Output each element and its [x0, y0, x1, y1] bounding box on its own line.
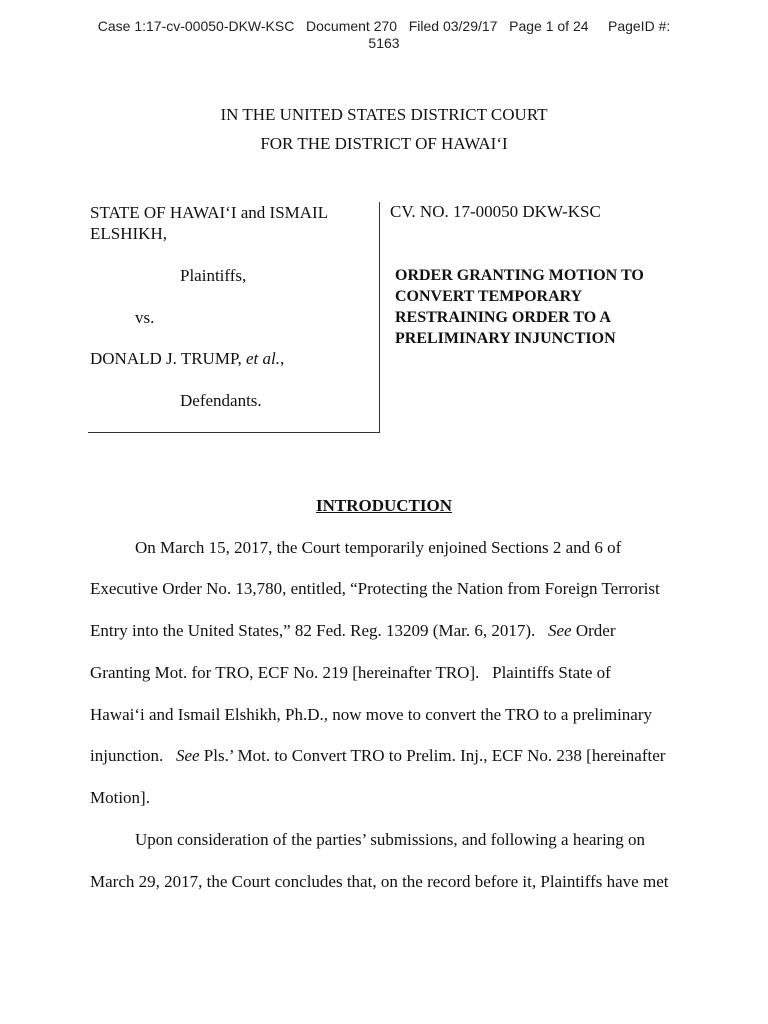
court-line-2: FOR THE DISTRICT OF HAWAI‘I — [260, 134, 508, 153]
body-line: Motion]. — [90, 788, 150, 807]
body-line: On March 15, 2017, the Court temporarily enjoined Sections 2 and 6 of — [135, 538, 622, 557]
caption-vertical-divider — [379, 202, 380, 433]
defendant-comma: , — [280, 349, 285, 368]
section-heading: INTRODUCTION — [315, 496, 453, 515]
plaintiffs-label: Plaintiffs, — [180, 266, 247, 285]
order-title-line: PRELIMINARY INJUNCTION — [395, 330, 616, 347]
body-text: injunction. — [90, 746, 176, 765]
court-name — [0, 100, 768, 158]
plaintiff-names: STATE OF HAWAI‘I and ISMAIL ELSHIKH, — [90, 203, 328, 243]
body-line: Upon consideration of the parties’ submissions, and following a hearing on — [135, 830, 646, 849]
page-header — [0, 18, 768, 52]
body-line: Granting Mot. for TRO, ECF No. 219 [hereinafter TRO]. Plaintiffs State of — [90, 663, 611, 682]
court-line-1: IN THE UNITED STATES DISTRICT COURT — [220, 105, 548, 124]
body-line: Hawai‘i and Ismail Elshikh, Ph.D., now move to convert the TRO to a preliminary — [90, 705, 652, 724]
header-case-line: Case 1:17-cv-00050-DKW-KSC Document 270 Filed 03/29/17 Page 1 of 24 PageID #: — [97, 18, 671, 34]
body-text: Entry into the United States,” 82 Fed. Reg. 13209 (Mar. 6, 2017). — [90, 621, 548, 640]
defendant-name-text: DONALD J. TRUMP, — [90, 349, 247, 368]
order-title-line: CONVERT TEMPORARY — [395, 288, 583, 305]
order-title-line: RESTRAINING ORDER TO A — [395, 309, 611, 326]
body-text: Pls.’ Mot. to Convert TRO to Prelim. Inj., ECF No. 238 [hereinafter — [199, 746, 666, 765]
defendant-name — [90, 349, 284, 369]
see-signal: See — [548, 621, 572, 640]
case-number: CV. NO. 17-00050 DKW-KSC — [390, 202, 601, 221]
versus-label: vs. — [135, 308, 155, 327]
body-line — [90, 746, 665, 766]
order-title — [395, 265, 695, 349]
order-title-line: ORDER GRANTING MOTION TO — [395, 267, 644, 284]
defendants-label: Defendants. — [180, 391, 262, 410]
see-signal: See — [175, 746, 200, 765]
et-al: et al. — [246, 349, 281, 368]
body-line — [90, 621, 616, 641]
body-line: March 29, 2017, the Court concludes that, on the record before it, Plaintiffs have met — [90, 872, 669, 891]
header-pageid: 5163 — [368, 35, 400, 51]
body-line: Executive Order No. 13,780, entitled, “Protecting the Nation from Foreign Terrorist — [90, 579, 660, 598]
caption-horizontal-divider — [88, 432, 380, 433]
body-text: Order — [571, 621, 616, 640]
